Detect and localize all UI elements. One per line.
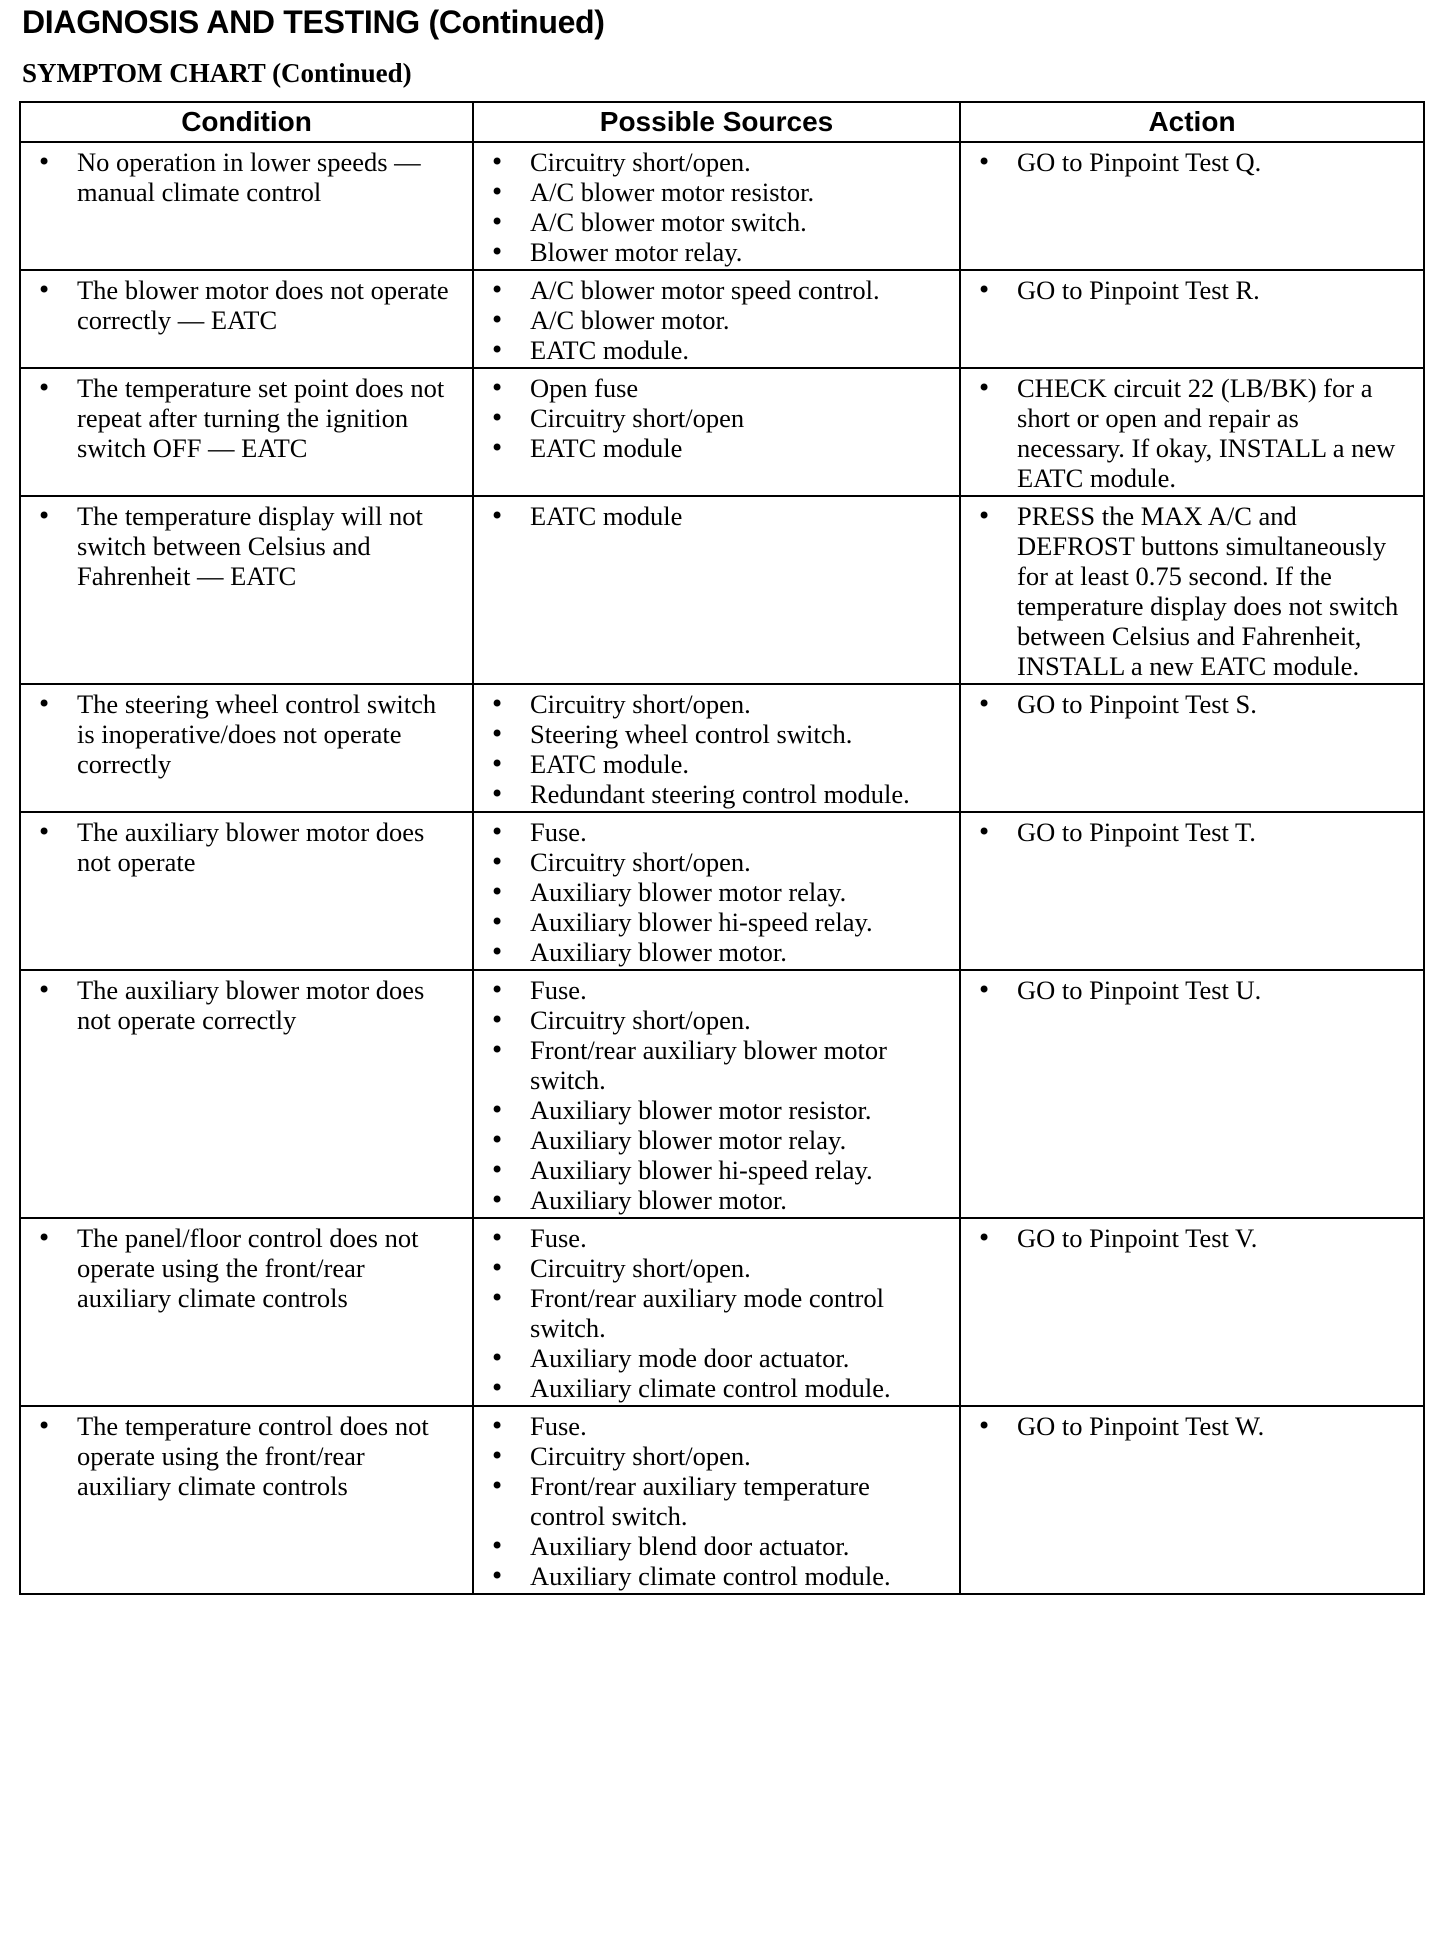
section-heading: SYMPTOM CHART (Continued)	[22, 58, 412, 88]
source-item: • A/C blower motor speed control.	[488, 275, 947, 305]
page-heading: DIAGNOSIS AND TESTING (Continued)	[22, 4, 605, 40]
action-cell	[960, 496, 1424, 684]
possible-sources-cell	[473, 270, 960, 368]
action-cell	[960, 812, 1424, 970]
source-item: • Fuse.	[488, 1411, 947, 1441]
action-text: • GO to Pinpoint Test U.	[975, 975, 1411, 1005]
table-row	[20, 142, 1424, 270]
source-item: • Auxiliary blower hi-speed relay.	[488, 1155, 947, 1185]
condition-cell	[20, 1218, 473, 1406]
source-item: • Auxiliary climate control module.	[488, 1561, 947, 1591]
action-cell	[960, 270, 1424, 368]
source-item: • Auxiliary blower motor.	[488, 937, 947, 967]
table-row	[20, 1218, 1424, 1406]
source-item: • Front/rear auxiliary mode control switch.	[488, 1283, 947, 1343]
source-item: • A/C blower motor resistor.	[488, 177, 947, 207]
condition-cell	[20, 496, 473, 684]
condition-cell	[20, 270, 473, 368]
action-text: • GO to Pinpoint Test R.	[975, 275, 1411, 305]
source-item: • Fuse.	[488, 975, 947, 1005]
table-body	[20, 142, 1424, 1594]
source-item: • Blower motor relay.	[488, 237, 947, 267]
action-cell	[960, 368, 1424, 496]
condition-cell	[20, 812, 473, 970]
possible-sources-cell	[473, 684, 960, 812]
possible-sources-cell	[473, 142, 960, 270]
source-item: • Front/rear auxiliary temperature control switch.	[488, 1471, 947, 1531]
action-text: • GO to Pinpoint Test S.	[975, 689, 1411, 719]
source-item: • Circuitry short/open.	[488, 847, 947, 877]
condition-cell	[20, 368, 473, 496]
source-item: • Auxiliary blower motor relay.	[488, 1125, 947, 1155]
condition-cell	[20, 684, 473, 812]
source-item: • Auxiliary blower motor relay.	[488, 877, 947, 907]
action-cell	[960, 1406, 1424, 1594]
table-row	[20, 812, 1424, 970]
action-text: • GO to Pinpoint Test Q.	[975, 147, 1411, 177]
condition-text: • The panel/floor control does not operate using the front/rear auxiliary climate controls	[35, 1223, 460, 1313]
condition-cell	[20, 970, 473, 1218]
action-text: • GO to Pinpoint Test T.	[975, 817, 1411, 847]
source-item: • EATC module	[488, 433, 947, 463]
condition-cell	[20, 142, 473, 270]
condition-text: • No operation in lower speeds — manual climate control	[35, 147, 460, 207]
table-row	[20, 970, 1424, 1218]
source-item: • A/C blower motor switch.	[488, 207, 947, 237]
source-item: • Auxiliary mode door actuator.	[488, 1343, 947, 1373]
table-row	[20, 270, 1424, 368]
possible-sources-cell	[473, 1406, 960, 1594]
source-item: • Steering wheel control switch.	[488, 719, 947, 749]
condition-text: • The temperature display will not switch between Celsius and Fahrenheit — EATC	[35, 501, 460, 591]
action-cell	[960, 1218, 1424, 1406]
condition-text: • The temperature set point does not repeat after turning the ignition switch OFF — EATC	[35, 373, 460, 463]
source-item: • EATC module	[488, 501, 947, 531]
table-row	[20, 684, 1424, 812]
action-cell	[960, 970, 1424, 1218]
action-text: • GO to Pinpoint Test V.	[975, 1223, 1411, 1253]
source-item: • Circuitry short/open.	[488, 689, 947, 719]
column-header-possible-sources: Possible Sources	[473, 102, 960, 142]
condition-text: • The blower motor does not operate correctly — EATC	[35, 275, 460, 335]
action-cell	[960, 142, 1424, 270]
possible-sources-cell	[473, 368, 960, 496]
source-item: • Auxiliary blend door actuator.	[488, 1531, 947, 1561]
condition-text: • The auxiliary blower motor does not operate	[35, 817, 460, 877]
possible-sources-cell	[473, 496, 960, 684]
source-item: • Auxiliary blower motor resistor.	[488, 1095, 947, 1125]
source-item: • Redundant steering control module.	[488, 779, 947, 809]
possible-sources-cell	[473, 970, 960, 1218]
source-item: • Circuitry short/open.	[488, 1005, 947, 1035]
action-text: • PRESS the MAX A/C and DEFROST buttons simultaneously for at least 0.75 second. If the temperature display does not switch between Celsius and Fahrenheit, INSTALL a new EATC module.	[975, 501, 1411, 681]
source-item: • Front/rear auxiliary blower motor switch.	[488, 1035, 947, 1095]
condition-text: • The auxiliary blower motor does not operate correctly	[35, 975, 460, 1035]
source-item: • Circuitry short/open.	[488, 1253, 947, 1283]
condition-text: • The temperature control does not operate using the front/rear auxiliary climate controls	[35, 1411, 460, 1501]
condition-cell	[20, 1406, 473, 1594]
source-item: • EATC module.	[488, 335, 947, 365]
possible-sources-cell	[473, 812, 960, 970]
table-row	[20, 1406, 1424, 1594]
source-item: • Fuse.	[488, 1223, 947, 1253]
table-row	[20, 368, 1424, 496]
column-header-condition: Condition	[20, 102, 473, 142]
symptom-chart-table	[19, 101, 1425, 1595]
action-cell	[960, 684, 1424, 812]
possible-sources-cell	[473, 1218, 960, 1406]
source-item: • Auxiliary blower hi-speed relay.	[488, 907, 947, 937]
action-text: • GO to Pinpoint Test W.	[975, 1411, 1411, 1441]
source-item: • EATC module.	[488, 749, 947, 779]
source-item: • Fuse.	[488, 817, 947, 847]
source-item: • Auxiliary blower motor.	[488, 1185, 947, 1215]
source-item: • Circuitry short/open.	[488, 147, 947, 177]
table-header-row	[20, 102, 1424, 142]
table-row	[20, 496, 1424, 684]
source-item: • A/C blower motor.	[488, 305, 947, 335]
action-text: • CHECK circuit 22 (LB/BK) for a short or open and repair as necessary. If okay, INSTALL a new EATC module.	[975, 373, 1411, 493]
source-item: • Auxiliary climate control module.	[488, 1373, 947, 1403]
source-item: • Open fuse	[488, 373, 947, 403]
condition-text: • The steering wheel control switch is inoperative/does not operate correctly	[35, 689, 460, 779]
column-header-action: Action	[960, 102, 1424, 142]
source-item: • Circuitry short/open.	[488, 1441, 947, 1471]
source-item: • Circuitry short/open	[488, 403, 947, 433]
